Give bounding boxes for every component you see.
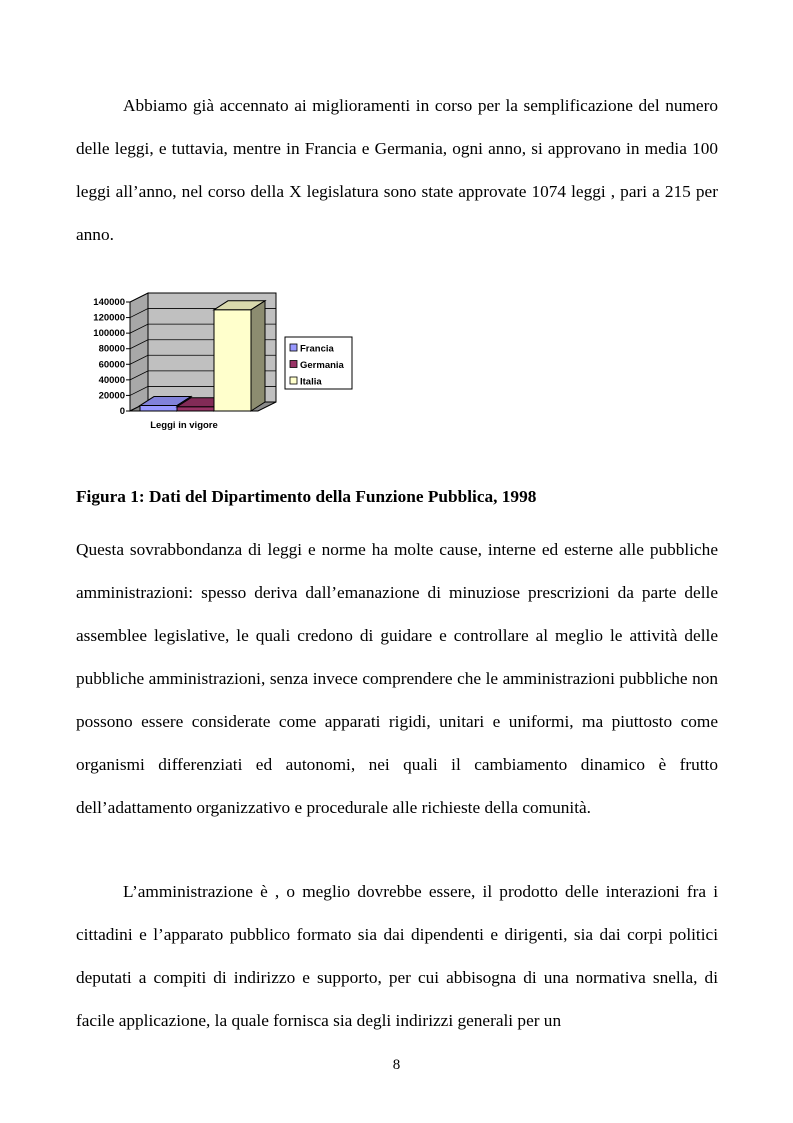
figure-caption: Figura 1: Dati del Dipartimento della Funzione Pubblica, 1998 [76, 487, 537, 506]
page-number: 8 [392, 1057, 401, 1073]
chart-side-wall [130, 293, 148, 411]
legend-swatch-italia [290, 377, 297, 384]
y-tick-label: 100000 [93, 328, 125, 340]
bar-side [251, 301, 265, 411]
legend-label-germania: Germania [300, 360, 344, 371]
bar-front [140, 406, 177, 411]
bar-front [177, 407, 214, 411]
bar-front [214, 310, 251, 411]
paragraph-intro: Abbiamo già accennato ai miglioramenti in corso per la semplificazione del numero delle leggi, e tuttavia, mentre in Francia e Germania, ogni anno, si approvano in media 100 leggi all’anno, nel corso della X legislatura sono state approvate 1074 leggi , pari a 215 per anno. [76, 96, 718, 244]
x-category-label: Leggi in vigore [150, 420, 218, 431]
y-tick-label: 60000 [98, 359, 125, 371]
y-tick-label: 140000 [93, 297, 125, 308]
paragraph-administration: L’amministrazione è , o meglio dovrebbe essere, il prodotto delle interazioni fra i cittadini e l’apparato pubblico formato sia dai dipendenti e dirigenti, sia dai corpi politici deputati a compiti di indirizzo e supporto, per cui abbisogna di una normativa snella, di facile applicazione, la quale fornisca sia degli indirizzi generali per un [76, 882, 718, 1030]
legend-swatch-germania [290, 361, 297, 368]
bar-italia [214, 301, 265, 411]
legend-label-francia: Francia [300, 343, 334, 355]
bar-chart [88, 286, 358, 436]
y-tick-label: 0 [119, 406, 125, 417]
legend-label-italia: Italia [300, 376, 322, 388]
y-tick-label: 20000 [98, 390, 125, 402]
y-tick-label: 120000 [93, 312, 125, 324]
y-tick-label: 40000 [98, 374, 125, 386]
y-tick-label: 80000 [98, 343, 125, 355]
paragraph-causes: Questa sovrabbondanza di leggi e norme ha molte cause, interne ed esterne alle pubbliche amministrazioni: spesso deriva dall’emanazione di minuziose prescrizioni da parte delle assemblee legislative, le quali credono di guidare e controllare al meglio le attività delle pubbliche amministrazioni, senza invece comprendere che le amministrazioni pubbliche non possono essere considerate come apparati rigidi, unitari e uniformi, ma piuttosto come organismi differenziati ed autonomi, nei quali il cambiamento dinamico è frutto dell’adattamento organizzativo e procedurale alle richieste della comunità. [76, 540, 718, 817]
legend-swatch-francia [290, 344, 297, 351]
chart-svg [88, 286, 358, 436]
